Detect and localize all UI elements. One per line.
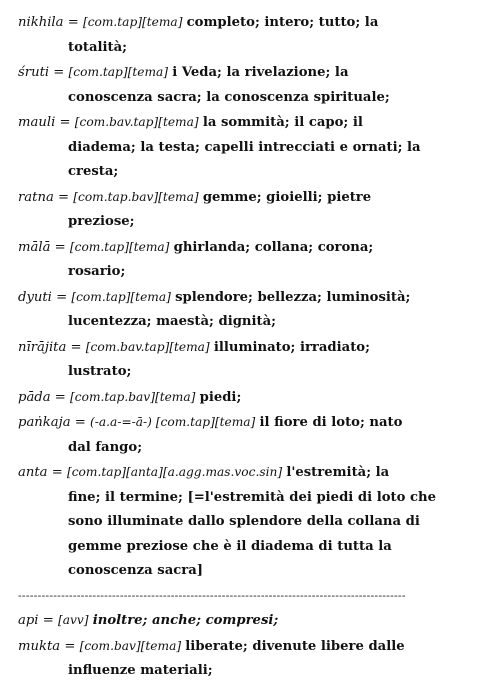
entry-word: ratna bbox=[18, 189, 54, 205]
entry-meaning-continued: lustrato; bbox=[68, 364, 132, 379]
entry-meaning: piedi; bbox=[199, 389, 242, 405]
equals-sign: = bbox=[47, 465, 67, 480]
entry-meaning: l'estremità; la bbox=[286, 465, 390, 480]
entry-meaning: completo; intero; tutto; la bbox=[186, 15, 379, 30]
equals-sign: = bbox=[53, 189, 74, 205]
entry-dyuti bbox=[18, 285, 468, 335]
equals-sign: = bbox=[50, 389, 71, 405]
entry-word: nīrājita bbox=[18, 339, 67, 355]
entry-grammar-tag: [com.tap][tema] bbox=[71, 289, 171, 304]
entry-meaning-continued: conoscenza sacra; la conoscenza spirituale; bbox=[68, 89, 390, 105]
entry-meaning: splendore; bellezza; luminosità; bbox=[175, 289, 411, 305]
entry-nikhila bbox=[18, 10, 468, 60]
entry-meaning-continued: gemme preziose che è il diadema di tutta la bbox=[68, 538, 392, 554]
entry-meaning: illuminato; irradiato; bbox=[213, 339, 370, 355]
entry-sruti bbox=[18, 60, 468, 110]
entry-meaning: ghirlanda; collana; corona; bbox=[173, 239, 374, 255]
entry-meaning-continued: fine; il termine; [=l'estremità dei piedi di loto che bbox=[68, 489, 437, 505]
entry-anta bbox=[18, 460, 468, 584]
entry-word: pāda bbox=[18, 389, 51, 405]
entry-meaning-continued: cresta; bbox=[68, 164, 119, 179]
entry-grammar-tag: [com.tap.bav][tema] bbox=[70, 389, 196, 404]
entry-word: mukta bbox=[18, 638, 61, 654]
entry-grammar-tag: (-a.a-=-ā-) [com.tap][tema] bbox=[90, 415, 256, 429]
entry-word: dyuti bbox=[18, 289, 52, 305]
entry-meaning-continued: dal fango; bbox=[68, 439, 143, 455]
dictionary-page bbox=[18, 10, 468, 684]
entry-word: mauli bbox=[18, 115, 56, 130]
equals-sign: = bbox=[51, 289, 72, 305]
entry-word: śruti bbox=[18, 65, 50, 80]
entry-grammar-tag: [com.tap][tema] bbox=[68, 65, 169, 79]
entry-grammar-tag: [com.bav][tema] bbox=[79, 638, 182, 653]
equals-sign: = bbox=[49, 65, 69, 80]
entry-api bbox=[18, 608, 468, 634]
entry-meaning-continued: diadema; la testa; capelli intrecciati e ornati; la bbox=[68, 139, 421, 155]
entry-meaning: liberate; divenute libere dalle bbox=[185, 638, 405, 654]
entry-grammar-tag: [com.tap][tema] bbox=[82, 15, 183, 29]
entry-grammar-tag: [com.tap.bav][tema] bbox=[73, 189, 199, 204]
entry-meaning-continued: lucentezza; maestà; dignità; bbox=[68, 314, 277, 329]
entry-meaning-continued: preziose; bbox=[68, 214, 135, 229]
entry-mauli bbox=[18, 110, 468, 185]
entry-nirajita bbox=[18, 335, 468, 385]
entry-meaning: inoltre; anche; compresi; bbox=[92, 613, 279, 628]
entry-meaning-continued: totalità; bbox=[68, 39, 128, 55]
entry-meaning: il fiore di loto; nato bbox=[259, 415, 403, 430]
equals-sign: = bbox=[63, 15, 83, 30]
entry-meaning-continued: sono illuminate dallo splendore della collana di bbox=[68, 514, 420, 529]
entry-meaning-continued: conoscenza sacra] bbox=[68, 563, 203, 578]
section-divider: --------------------------------------------------------------------------------------------------- bbox=[18, 588, 406, 602]
entry-pankaja bbox=[18, 410, 468, 460]
entry-mukta bbox=[18, 634, 468, 684]
entry-word: api bbox=[18, 613, 39, 628]
entry-word: paṅkaja bbox=[18, 415, 71, 430]
equals-sign: = bbox=[55, 115, 75, 130]
entry-grammar-tag: [com.bav.tap][tema] bbox=[74, 115, 199, 129]
entry-meaning-continued: rosario; bbox=[68, 264, 126, 279]
equals-sign: = bbox=[70, 415, 91, 430]
entry-ratna bbox=[18, 185, 468, 235]
entry-word: anta bbox=[18, 465, 48, 480]
entry-grammar-tag: [com.tap][anta][a.agg.mas.voc.sin] bbox=[66, 465, 283, 479]
equals-sign: = bbox=[38, 613, 58, 628]
entry-grammar-tag: [com.bav.tap][tema] bbox=[85, 339, 210, 354]
entry-grammar-tag: [com.tap][tema] bbox=[69, 239, 170, 254]
entry-pada bbox=[18, 385, 468, 411]
entry-grammar-tag: [avv] bbox=[57, 613, 89, 627]
entry-meaning: gemme; gioielli; pietre bbox=[202, 189, 372, 205]
equals-sign: = bbox=[66, 339, 86, 355]
entry-meaning-continued: influenze materiali; bbox=[68, 663, 213, 678]
equals-sign: = bbox=[60, 638, 80, 654]
entry-meaning: i Veda; la rivelazione; la bbox=[172, 65, 349, 80]
equals-sign: = bbox=[50, 239, 70, 255]
entry-word: nikhila bbox=[18, 15, 64, 30]
entry-mala bbox=[18, 235, 468, 285]
entry-word: mālā bbox=[18, 239, 51, 255]
entry-meaning: la sommità; il capo; il bbox=[202, 115, 363, 130]
